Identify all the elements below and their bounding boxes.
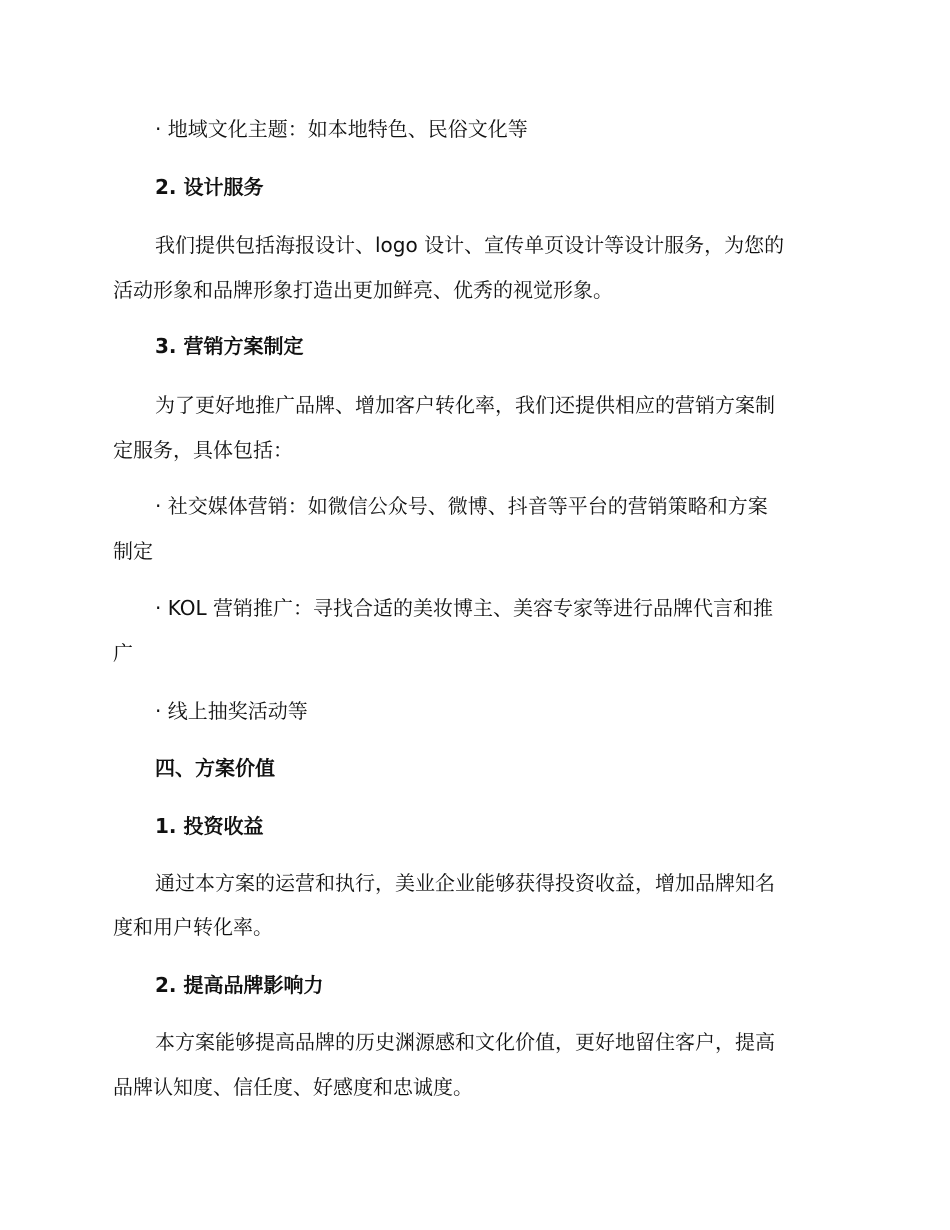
bullet-social-media-line-2: 制定 xyxy=(113,539,153,563)
heading-investment-returns: 1. 投资收益 xyxy=(155,814,264,838)
brand-paragraph-line-2: 品牌认知度、信任度、好感度和忠诚度。 xyxy=(113,1075,473,1099)
bullet-social-media-line-1: · 社交媒体营销：如微信公众号、微博、抖音等平台的营销策略和方案 xyxy=(155,494,768,518)
marketing-paragraph-line-1: 为了更好地推广品牌、增加客户转化率，我们还提供相应的营销方案制 xyxy=(155,393,775,417)
bullet-kol-line-2: 广 xyxy=(113,641,133,665)
bullet-regional-culture: · 地域文化主题：如本地特色、民俗文化等 xyxy=(155,117,528,141)
design-paragraph-line-1: 我们提供包括海报设计、logo 设计、宣传单页设计等设计服务，为您的 xyxy=(155,233,785,257)
brand-paragraph-line-1: 本方案能够提高品牌的历史渊源感和文化价值，更好地留住客户，提高 xyxy=(155,1030,775,1054)
heading-design-service: 2. 设计服务 xyxy=(155,175,264,199)
heading-marketing-plan: 3. 营销方案制定 xyxy=(155,334,304,358)
marketing-paragraph-line-2: 定服务，具体包括： xyxy=(113,438,293,462)
investment-paragraph-line-2: 度和用户转化率。 xyxy=(113,915,273,939)
bullet-online-lottery: · 线上抽奖活动等 xyxy=(155,699,308,723)
bullet-kol-line-1: · KOL 营销推广：寻找合适的美妆博主、美容专家等进行品牌代言和推 xyxy=(155,596,773,620)
investment-paragraph-line-1: 通过本方案的运营和执行，美业企业能够获得投资收益，增加品牌知名 xyxy=(155,871,775,895)
heading-brand-influence: 2. 提高品牌影响力 xyxy=(155,973,324,997)
heading-section-four: 四、方案价值 xyxy=(155,756,275,780)
design-paragraph-line-2: 活动形象和品牌形象打造出更加鲜亮、优秀的视觉形象。 xyxy=(113,278,613,302)
